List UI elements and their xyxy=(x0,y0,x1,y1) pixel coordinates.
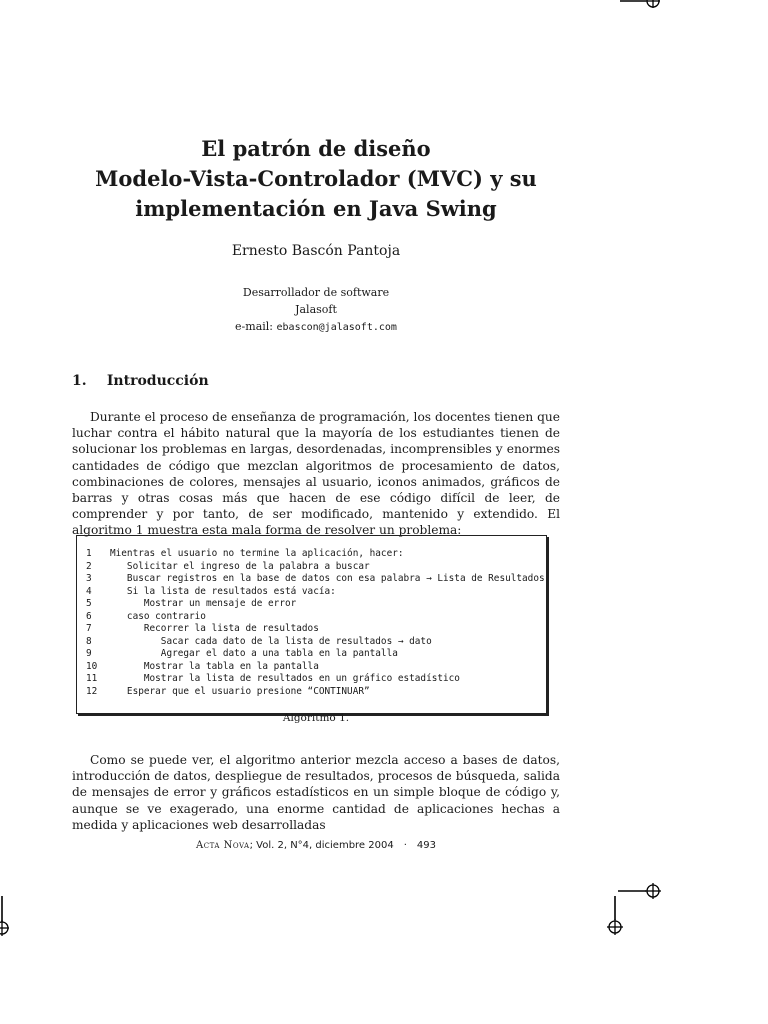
affiliation-role: Desarrollador de software xyxy=(242,286,390,299)
algorithm-line xyxy=(86,686,546,699)
algorithm-line-number: 9 xyxy=(86,648,92,659)
algorithm-line-number: 12 xyxy=(86,685,98,697)
algorithm-line xyxy=(86,573,546,586)
section-title: Introducción xyxy=(106,373,209,389)
algorithm-line-number: 2 xyxy=(86,560,92,572)
affiliation xyxy=(0,284,632,336)
page-number: 493 xyxy=(416,840,436,851)
author-name: Ernesto Bascón Pantoja xyxy=(231,243,401,259)
followup-paragraph: Como se puede ver, el algoritmo anterior mezcla acceso a bases de datos, introducción de datos, despliegue de resultados, procesos de búsqueda, salida de mensajes de error y gráficos estadísticos en un simple bloque de código y, aunque se ve exagerado, una enorme cantidad de aplicaciones hechas a medida y aplicaciones web desarrolladas xyxy=(72,753,560,832)
algorithm-line-number: 4 xyxy=(86,585,92,597)
algorithm-line-text: Buscar registros en la base de datos con esa palabra → Lista de Resultados xyxy=(110,573,545,584)
journal-issue: ; Vol. 2, N°4, diciembre 2004 xyxy=(249,840,394,851)
algorithm-line-text: Esperar que el usuario presione “CONTINUAR” xyxy=(110,685,370,697)
paper-title xyxy=(0,134,632,224)
algorithm-line xyxy=(86,598,546,611)
algorithm-line-number: 8 xyxy=(86,635,92,647)
algorithm-listing xyxy=(86,548,546,698)
page-footer xyxy=(0,840,632,851)
footer-separator: · xyxy=(403,840,407,851)
crop-mark-icon xyxy=(0,896,14,940)
email-address: ebascon@jalasoft.com xyxy=(276,322,397,333)
algorithm-line xyxy=(86,636,546,649)
algorithm-line xyxy=(86,586,546,599)
algorithm-line-text: Recorrer la lista de resultados xyxy=(110,623,319,634)
algorithm-line xyxy=(86,548,546,561)
algorithm-line-text: Si la lista de resultados está vacía: xyxy=(110,585,336,597)
algorithm-line-text: Mostrar un mensaje de error xyxy=(110,598,297,609)
affiliation-org: Jalasoft xyxy=(295,303,337,316)
section-heading xyxy=(72,373,209,389)
algorithm-line-text: Solicitar el ingreso de la palabra a buscar xyxy=(110,560,370,572)
algorithm-line-number: 5 xyxy=(86,598,92,609)
algorithm-line xyxy=(86,623,546,636)
algorithm-line xyxy=(86,673,546,686)
algorithm-line-text: Mientras el usuario no termine la aplicación, hacer: xyxy=(110,548,404,559)
algorithm-line-number: 1 xyxy=(86,548,92,559)
journal-name: Acta Nova xyxy=(196,840,250,851)
title-line-2: Modelo-Vista-Controlador (MVC) y su xyxy=(95,166,537,191)
affiliation-email-line xyxy=(0,318,632,336)
algorithm-line xyxy=(86,661,546,674)
algorithm-caption: Algoritmo 1. xyxy=(282,712,350,724)
algorithm-line xyxy=(86,561,546,574)
crop-mark-icon xyxy=(620,0,668,16)
algorithm-line xyxy=(86,648,546,661)
algorithm-line-text: Mostrar la lista de resultados en un gráfico estadístico xyxy=(110,673,460,684)
email-label: e-mail: xyxy=(235,320,274,333)
algorithm-line-text: Sacar cada dato de la lista de resultados → dato xyxy=(110,635,432,647)
intro-paragraph: Durante el proceso de enseñanza de programación, los docentes tienen que luchar contra el hábito natural que la mayoría de los estudiantes tienen de solucionar los problemas en largas, desordenadas, incomprensibles y enormes cantidades de código que mezclan algoritmos de procesamiento de datos, combinaciones de colores, mensajes al usuario, iconos animados, gráficos de barras y otras cosas más que hacen de ese código difícil de leer, de comprender y por tanto, de ser modificado, mantenido y extendido. El algoritmo 1 muestra esta mala forma de resolver un problema: xyxy=(72,410,560,538)
algorithm-line-number: 11 xyxy=(86,673,98,684)
algorithm-line-number: 6 xyxy=(86,610,92,622)
algorithm-line xyxy=(86,611,546,624)
crop-mark-icon xyxy=(602,896,628,938)
algorithm-line-text: Mostrar la tabla en la pantalla xyxy=(110,660,319,672)
algorithm-line-text: Agregar el dato a una tabla en la pantalla xyxy=(110,648,398,659)
section-number: 1. xyxy=(72,373,87,389)
title-line-1: El patrón de diseño xyxy=(201,136,431,161)
title-line-3: implementación en Java Swing xyxy=(135,196,497,221)
algorithm-line-text: caso contrario xyxy=(110,610,206,622)
algorithm-line-number: 10 xyxy=(86,660,98,672)
algorithm-line-number: 7 xyxy=(86,623,92,634)
algorithm-line-number: 3 xyxy=(86,573,92,584)
